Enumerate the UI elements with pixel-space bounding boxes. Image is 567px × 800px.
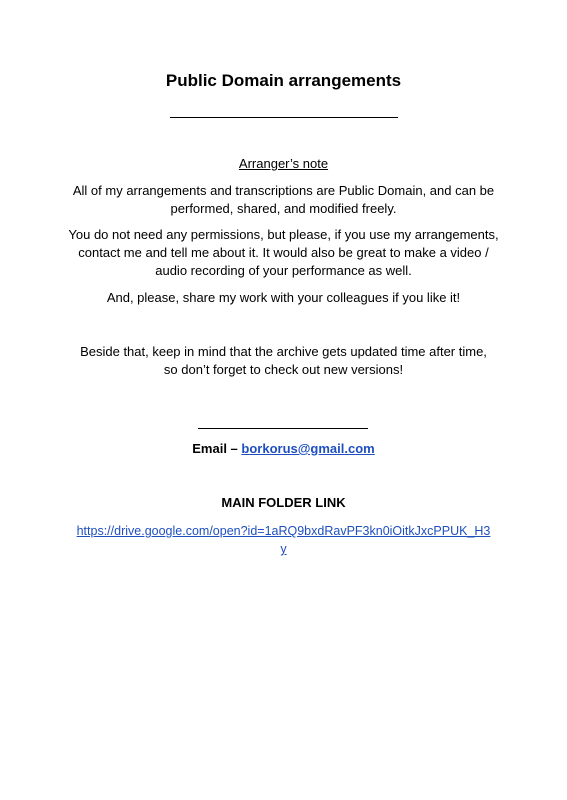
folder-link-line-2[interactable]: y <box>280 542 287 556</box>
paragraph-2-line-3: audio recording of your performance as well. <box>155 263 412 278</box>
email-label: Email – <box>192 441 242 456</box>
paragraph-1-line-2: performed, shared, and modified freely. <box>170 201 397 216</box>
paragraph-4-line-2: so don’t forget to check out new versions! <box>163 362 404 377</box>
page-title: Public Domain arrangements <box>165 71 402 90</box>
folder-heading: MAIN FOLDER LINK <box>221 495 346 510</box>
paragraph-4-line-1: Beside that, keep in mind that the archive gets updated time after time, <box>80 344 487 359</box>
folder-link-line-1[interactable]: https://drive.google.com/open?id=1aRQ9bxdRavPF3kn0iOitkJxcPPUK_H3 <box>76 524 491 538</box>
email-line <box>0 440 567 458</box>
paragraph-3-line-1: And, please, share my work with your colleagues if you like it! <box>106 290 461 305</box>
section-heading: Arranger’s note <box>238 156 329 171</box>
paragraph-1-line-1: All of my arrangements and transcriptions are Public Domain, and can be <box>72 183 495 198</box>
paragraph-2-line-1: You do not need any permissions, but please, if you use my arrangements, <box>68 227 499 242</box>
email-link[interactable]: borkorus@gmail.com <box>241 441 375 456</box>
email-divider <box>198 428 368 429</box>
title-divider <box>170 117 398 118</box>
paragraph-2-line-2: contact me and tell me about it. It would also be great to make a video / <box>78 245 489 260</box>
